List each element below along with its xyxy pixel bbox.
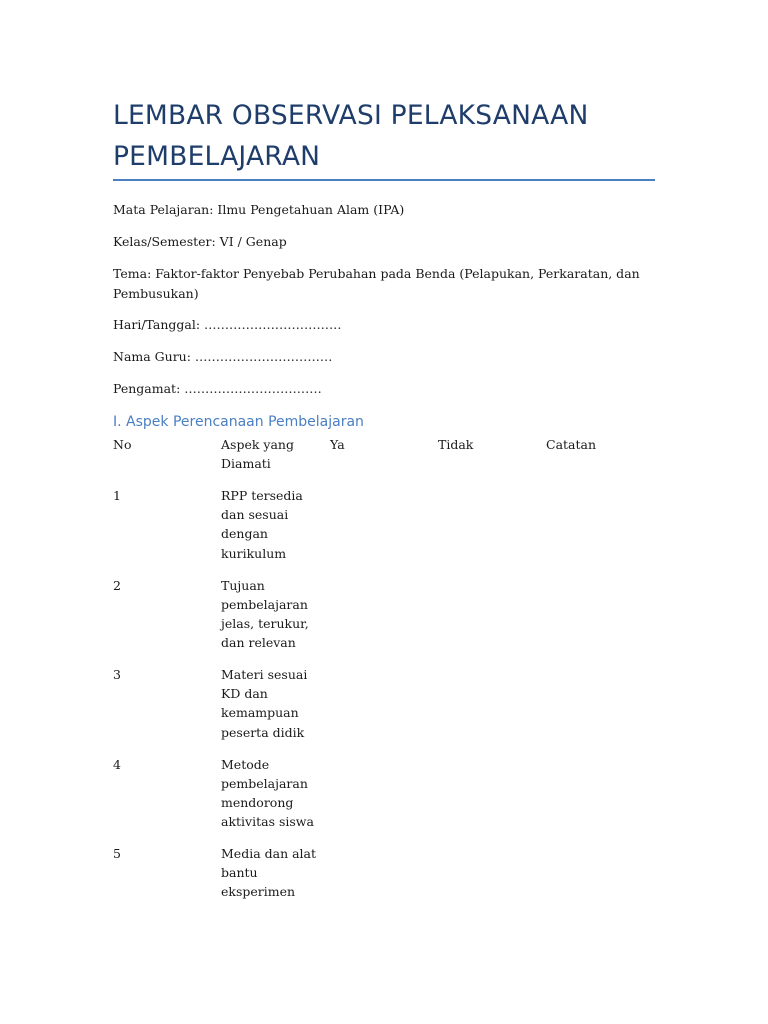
header-tidak: Tidak xyxy=(438,437,474,452)
subject-line: Mata Pelajaran: Ilmu Pengetahuan Alam (IPA) xyxy=(113,202,405,217)
header-catatan: Catatan xyxy=(546,437,597,452)
observation-table xyxy=(113,435,655,914)
header-no: No xyxy=(113,437,132,452)
row-aspect: Metode pembelajaran mendorong aktivitas siswa xyxy=(221,756,314,830)
table-row xyxy=(113,755,655,845)
row-number: 4 xyxy=(113,756,121,772)
class-semester-line: Kelas/Semester: VI / Genap xyxy=(113,234,287,249)
table-row xyxy=(113,844,655,914)
teacher-name-line: Nama Guru: …………………………… xyxy=(113,349,333,364)
table-row xyxy=(113,576,655,666)
row-number: 1 xyxy=(113,488,121,503)
title-underline xyxy=(113,179,655,181)
row-aspect: Media dan alat bantu eksperimen xyxy=(221,846,317,900)
header-aspek: Aspek yang Diamati xyxy=(221,437,294,472)
row-aspect: RPP tersedia dan sesuai dengan kurikulum xyxy=(221,488,303,561)
table-header-row xyxy=(113,435,655,486)
row-number: 5 xyxy=(113,846,121,861)
row-aspect: Materi sesuai KD dan kemampuan peserta didik xyxy=(221,667,308,740)
row-number: 2 xyxy=(113,577,121,593)
row-aspect: Tujuan pembelajaran jelas, terukur, dan relevan xyxy=(221,577,309,651)
table-row xyxy=(113,486,655,576)
theme-line: Tema: Faktor-faktor Penyebab Perubahan pada Benda (Pelapukan, Perkaratan, dan Pembusukan) xyxy=(113,266,640,301)
day-date-line: Hari/Tanggal: …………………………… xyxy=(113,317,342,332)
document-title: LEMBAR OBSERVASI PELAKSANAAN PEMBELAJARAN xyxy=(113,100,589,172)
section-heading-planning: I. Aspek Perencanaan Pembelajaran xyxy=(113,414,364,430)
table-row xyxy=(113,665,655,755)
header-ya: Ya xyxy=(330,437,345,452)
observer-line: Pengamat: …………………………… xyxy=(113,381,322,396)
row-number: 3 xyxy=(113,667,121,682)
